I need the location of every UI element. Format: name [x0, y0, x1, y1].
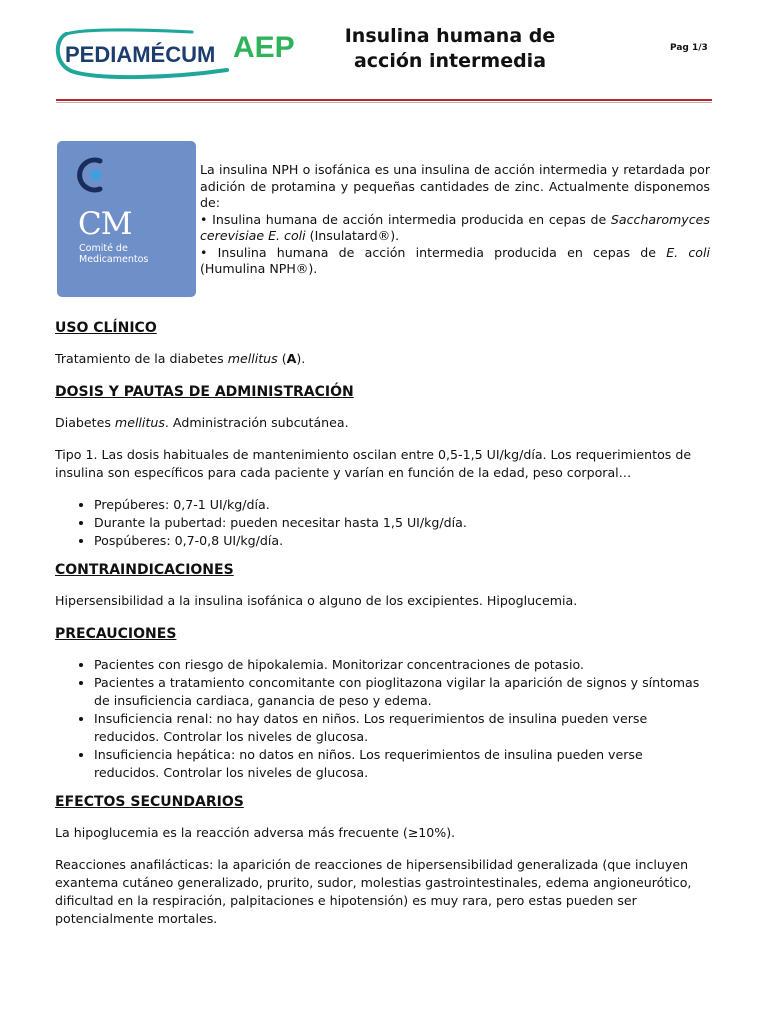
- uso-text-italic: mellitus: [227, 351, 278, 366]
- dosis-paragraph-1: [55, 414, 710, 432]
- dosis-p1-italic: mellitus: [114, 415, 165, 430]
- section-heading-uso-clinico: USO CLÍNICO: [55, 320, 157, 336]
- cm-letters: CM: [78, 206, 132, 242]
- header-divider: [56, 99, 712, 101]
- section-heading-contraindicaciones: CONTRAINDICACIONES: [55, 562, 234, 578]
- header-divider-shadow: [56, 102, 712, 103]
- contraindicaciones-text: Hipersensibilidad a la insulina isofánica o alguno de los excipientes. Hipoglucemia.: [55, 593, 578, 608]
- dosis-list: [55, 496, 710, 550]
- document-title: [315, 24, 585, 74]
- intro-bullet-2-species: E. coli: [666, 244, 711, 260]
- efectos-paragraph-1: La hipoglucemia es la reacción adversa más frecuente (≥10%).: [55, 825, 456, 840]
- intro-bullet-1-species: Saccharomyces cerevisiae E. coli: [200, 211, 710, 243]
- dosis-p1-post: . Administración subcutánea.: [164, 415, 349, 430]
- intro-paragraph: La insulina NPH o isofánica es una insulina de acción intermedia y retardada por adición de protamina y pequeñas cantidades de zinc. Actualmente disponemos de:: [200, 162, 710, 210]
- evidence-level: A: [286, 351, 297, 366]
- uso-text-post: ).: [296, 351, 306, 366]
- intro-bullet-1: [200, 212, 710, 245]
- main-content: [55, 318, 710, 942]
- list-item: • Insuficiencia renal: no hay datos en niños. Los requerimientos de insulina pueden verse reducidos. Controlar los niveles de glucosa.: [94, 710, 710, 746]
- section-heading-precauciones: PRECAUCIONES: [55, 626, 177, 642]
- section-heading-dosis: DOSIS Y PAUTAS DE ADMINISTRACIÓN: [55, 384, 354, 400]
- intro-text: [200, 162, 710, 278]
- list-item: • Pacientes a tratamiento concomitante con pioglitazona vigilar la aparición de signos y síntomas de insuficiencia cardiaca, ganancia de peso y edema.: [94, 674, 710, 710]
- dosis-p1-pre: Diabetes: [55, 415, 115, 430]
- comite-medicamentos-badge: [57, 141, 196, 297]
- logo-aep-text: AEP: [233, 31, 295, 64]
- dosis-paragraph-2: Tipo 1. Las dosis habituales de mantenimiento oscilan entre 0,5-1,5 UI/kg/día. Los requerimientos de insulina son específicos para cada paciente y varían en función de la edad, peso corporal…: [55, 447, 692, 480]
- list-item: • Prepúberes: 0,7-1 UI/kg/día.: [94, 496, 710, 514]
- intro-bullet-1-text: • Insulina humana de acción intermedia producida en cepas de: [200, 211, 611, 227]
- uso-text-mid: (: [277, 351, 287, 366]
- cm-subtitle: [79, 243, 148, 265]
- list-item: • Pospúberes: 0,7-0,8 UI/kg/día.: [94, 532, 710, 550]
- logo-pediamecum-text: PEDIAMÉCUM: [65, 42, 216, 67]
- list-item: • Pacientes con riesgo de hipokalemia. Monitorizar concentraciones de potasio.: [94, 656, 710, 674]
- pediamecum-logo: [52, 26, 302, 82]
- intro-bullet-2-text: • Insulina humana de acción intermedia producida en cepas de: [200, 244, 667, 260]
- list-item: • Insuficiencia hepática: no datos en niños. Los requerimientos de insulina pueden verse reducidos. Controlar los niveles de glucosa.: [94, 746, 710, 782]
- intro-bullet-1-brand: (Insulatard®).: [305, 228, 400, 243]
- cm-subtitle-line-2: Medicamentos: [79, 254, 149, 265]
- cm-subtitle-line-1: Comité de: [79, 243, 128, 254]
- cm-logo-icon: [74, 153, 114, 197]
- intro-bullet-2: [200, 245, 710, 278]
- title-line-2: acción intermedia: [353, 50, 547, 72]
- intro-bullet-2-brand: (Humulina NPH®).: [200, 261, 318, 276]
- title-line-1: Insulina humana de: [344, 25, 556, 47]
- uso-text-pre: Tratamiento de la diabetes: [55, 351, 228, 366]
- efectos-paragraph-2: Reacciones anafilácticas: la aparición de reacciones de hipersensibilidad generalizada (que incluyen exantema cutáneo generalizado, prurito, sudor, molestias gastrointestinales, edema angioneurótico, dificultad en la respiración, palpitaciones e hipotensión) es muy rara, pero estas pueden ser potencialmente mortales.: [55, 857, 692, 926]
- uso-clinico-text: [55, 350, 710, 368]
- section-heading-efectos-secundarios: EFECTOS SECUNDARIOS: [55, 794, 244, 810]
- precauciones-list: [55, 656, 710, 782]
- page-number: Pag 1/3: [670, 43, 708, 53]
- logo-swoosh-graphic: [52, 26, 302, 82]
- list-item: • Durante la pubertad: pueden necesitar hasta 1,5 UI/kg/día.: [94, 514, 710, 532]
